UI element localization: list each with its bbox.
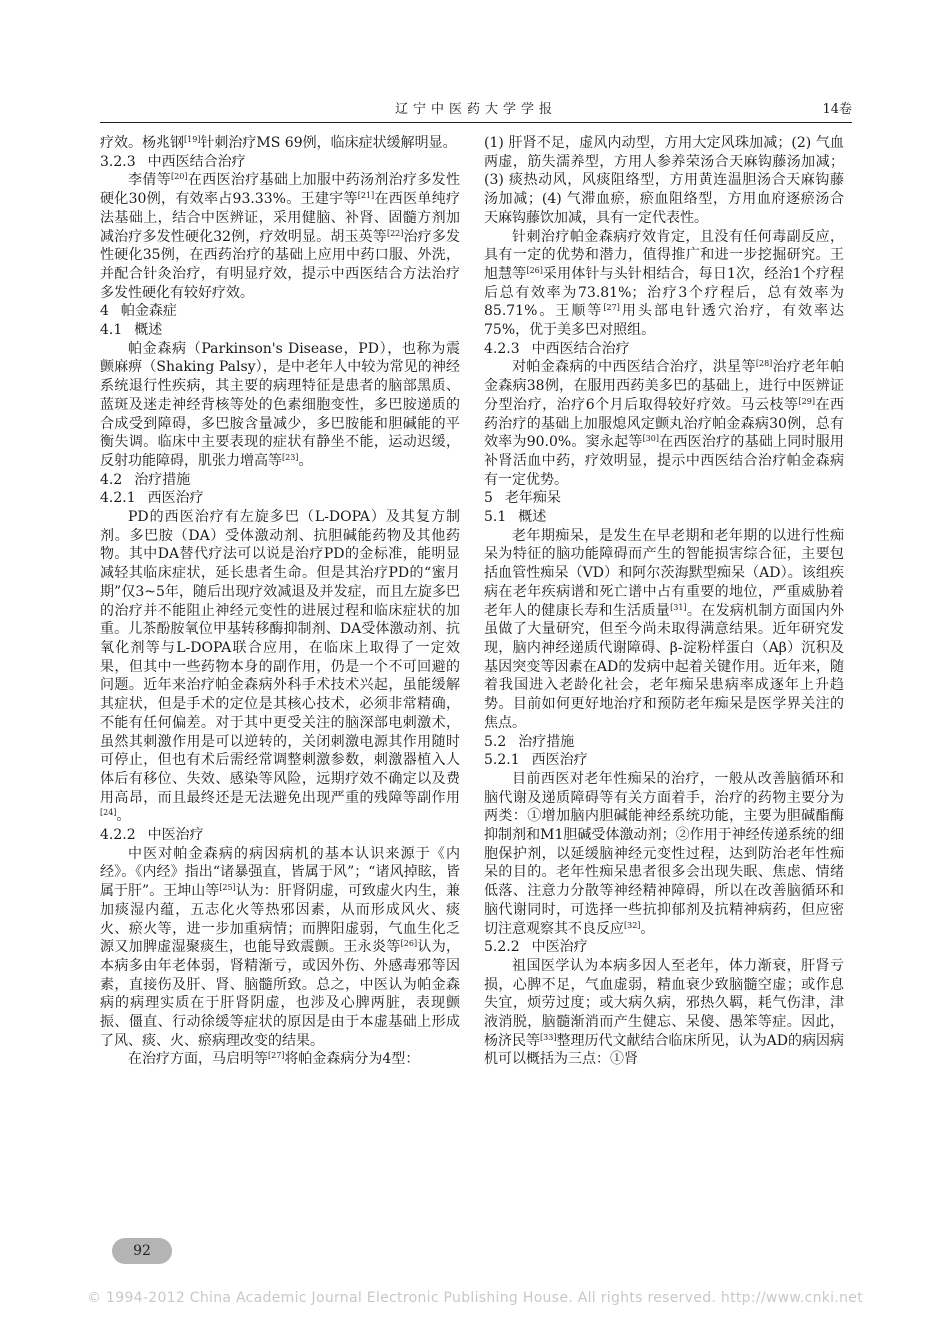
running-header bbox=[100, 100, 852, 123]
paragraph: 老年期痴呆，是发生在早老期和老年期的以进行性痴呆为特征的脑功能障碍而产生的智能损害综合征，主要包括血管性痴呆（VD）和阿尔茨海默型痴呆（AD）。该组疾病在老年疾病谱和死亡谱中占有重要的地位，严重威胁着老年人的健康长寿和生活质量[31]。在发病机制方面国内外虽做了大量研究，但至今尚未取得满意结果。近年研究发现，脑内神经递质代谢障碍、β-淀粉样蛋白（Aβ）沉积及基因突变等因素在AD的发病中起着关键作用。近年来，随着我国进入老龄化社会，老年痴呆患病率成逐年上升趋势。目前如何更好地治疗和预防老年痴呆是医学界关注的焦点。 bbox=[484, 527, 845, 731]
section-heading: 5.2.1 西医治疗 bbox=[484, 752, 588, 769]
paragraph: 疗效。杨兆钢[19]针刺治疗MS 69例，临床症状缓解明显。 bbox=[100, 135, 457, 151]
citation: [24] bbox=[100, 808, 117, 818]
copyright-footer: © 1994-2012 China Academic Journal Electronic Publishing House. All rights reserved. http://www.cnki.net bbox=[87, 1290, 863, 1306]
left-column bbox=[100, 134, 460, 1069]
paragraph: (1) 肝肾不足，虚风内动型，方用大定风珠加减；(2) 气血两虚，筋失濡养型，方用人参养荣汤合天麻钩藤汤加减；(3) 痰热动风，风痰阻络型，方用黄连温胆汤合天麻钩藤汤加减；(4) 气滞血瘀，瘀血阻络型，方用血府逐瘀汤合天麻钩藤饮加减，具有一定代表性。 bbox=[484, 135, 844, 226]
citation: [27] bbox=[268, 1051, 285, 1061]
paragraph: 中医对帕金森病的病因病机的基本认识来源于《内经》。《内经》指出“诸暴强直，皆属于风”；“诸风掉眩，皆属于肝”。王坤山等[25]认为：肝肾阴虚，可致虚火内生，兼加痰湿内蕴，五志化火等热邪因素，从而形成风火、痰火、瘀火等，进一步加重病情；而脾阳虚弱，气血生化乏源又加脾虚湿聚痰生，也能导致震颤。王永炎等[26]认为，本病多由年老体弱，肾精渐亏，或因外伤、外感毒邪等因素，直接伤及肝、肾、脑髓所致。总之，中医认为帕金森病的病理实质在于肝肾阴虚，也涉及心脾两脏，表现颤振、僵直、行动徐缓等症状的原因是由于本虚基础上形成了风、痰、火、瘀病理改变的结果。 bbox=[100, 845, 461, 1049]
section-heading: 4 帕金森症 bbox=[100, 303, 177, 320]
citation: [21] bbox=[357, 191, 375, 201]
right-column bbox=[484, 134, 844, 1069]
citation: [25] bbox=[219, 883, 236, 893]
paragraph: 针刺治疗帕金森病疗效肯定，且没有任何毒副反应，具有一定的优势和潜力，值得推广和进一步挖掘研究。王旭慧等[26]采用体针与头针相结合，每日1次，经治1个疗程后总有效率为73.81%；治疗3个疗程后，总有效率为85.71%。王顺等[27]用头部电针透穴治疗，有效率达75%，优于美多巴对照组。 bbox=[484, 228, 844, 339]
volume-label: 14卷 bbox=[822, 102, 852, 117]
section-heading: 5.2 治疗措施 bbox=[484, 733, 575, 750]
citation: [26] bbox=[400, 939, 418, 949]
paragraph: 帕金森病（Parkinson's Disease，PD），也称为震颤麻痹（Shaking Palsy），是中老年人中较为常见的神经系统退行性疾病，其主要的病理特征是患者的脑部黑质、蓝斑及迷走神经背核等处的色素细胞变性，多巴胺递质的合成受到障碍，多巴胺含量减少，多巴胺能和胆碱能的平衡失调。临床中主要表现的症状有静坐不能，运动迟缓，反射功能障碍，肌张力增高等[23]。 bbox=[100, 340, 460, 469]
section-heading: 5.1 概述 bbox=[484, 509, 547, 526]
paragraph: 目前西医对老年性痴呆的治疗，一般从改善脑循环和脑代谢及递质障碍等有关方面着手，治疗的药物主要分为两类：①增加脑内胆碱能神经系统功能，主要为胆碱酯酶抑制剂和M1胆碱受体激动剂；②作用于神经传递系统的细胞保护剂，以延缓脑神经元变性过程，达到防治老年性痴呆的目的。老年性痴呆患者很多会出现失眠、焦虑、情绪低落、注意力分散等神经精神障碍，所以在改善脑循环和脑代谢同时，可选择一些抗抑郁剂及抗精神病药，但应密切注意观察其不良反应[32]。 bbox=[484, 770, 844, 937]
section-heading: 4.2.2 中医治疗 bbox=[100, 827, 204, 844]
citation: [29] bbox=[798, 396, 815, 406]
citation: [19] bbox=[184, 135, 201, 144]
paragraph: 对帕金森病的中西医结合治疗，洪星等[28]治疗老年帕金森病38例，在服用西药美多巴的基础上，进行中医辨证分型治疗，治疗6个月后取得较好疗效。马云枝等[29]在西药治疗的基础上加服熄风定颤丸治疗帕金森病30例，总有效率为90.0%。窦永起等[30]在西医治疗的基础上同时服用补肾活血中药，疗效明显，提示中西医结合治疗帕金森病有一定优势。 bbox=[484, 359, 845, 488]
citation: [20] bbox=[171, 172, 188, 182]
section-heading: 4.2 治疗措施 bbox=[100, 471, 191, 488]
page-number-badge: 92 bbox=[112, 1238, 172, 1264]
paragraph: 祖国医学认为本病多因人至老年，体力渐衰，肝肾亏损，心脾不足，气血虚弱，精血衰少致脑髓空虚；或作息失宜，烦劳过度；或大病久病，邪热久羁，耗气伤津，津液消脱，脑髓渐消而产生健忘、呆傻、愚笨等症。因此，杨济民等[33]整理历代文献结合临床所见，认为AD的病因病机可以概括为三点：①肾 bbox=[484, 957, 844, 1068]
citation: [28] bbox=[755, 359, 773, 369]
citation: [32] bbox=[624, 920, 641, 930]
section-heading: 4.1 概述 bbox=[100, 322, 163, 339]
citation: [27] bbox=[603, 303, 620, 313]
section-heading: 4.2.1 西医治疗 bbox=[100, 490, 204, 507]
section-heading: 5.2.2 中医治疗 bbox=[484, 939, 588, 956]
citation: [22] bbox=[386, 228, 404, 238]
paragraph: 在治疗方面，马启明等[27]将帕金森病分为4型： bbox=[128, 1051, 420, 1068]
citation: [23] bbox=[282, 452, 299, 462]
paragraph: 李倩等[20]在西医治疗基础上加服中药汤剂治疗多发性硬化30例，有效率占93.33%。王建宇等[21]在西医单纯疗法基础上，结合中医辨证，采用健脑、补肾、固髓方剂加减治疗多发性硬化32例，疗效明显。胡玉英等[22]治疗多发性硬化35例，在西药治疗的基础上应用中药口服、外洗，并配合针灸治疗，有明显疗效，提示中西医结合方法治疗多发性硬化有较好疗效。 bbox=[100, 172, 461, 301]
section-heading: 5 老年痴呆 bbox=[484, 490, 561, 507]
citation: [31] bbox=[670, 602, 687, 612]
section-heading: 3.2.3 中西医结合治疗 bbox=[100, 153, 246, 170]
citation: [26] bbox=[526, 265, 543, 275]
journal-title: 辽宁中医药大学学报 bbox=[394, 102, 557, 117]
citation: [30] bbox=[642, 434, 659, 444]
citation: [33] bbox=[540, 1032, 557, 1042]
section-heading: 4.2.3 中西医结合治疗 bbox=[484, 340, 630, 357]
paragraph: PD的西医治疗有左旋多巴（L-DOPA）及其复方制剂。多巴胺（DA）受体激动剂、抗胆碱能药物及其他药物。其中DA替代疗法可以说是治疗PD的金标准，能明显减轻其临床症状，延长患者生命。但是其治疗PD的“蜜月期”仅3~5年，随后出现疗效减退及并发症，而且左旋多巴的治疗并不能阻止神经元变性的进展过程和临床症状的加重。儿茶酚胺氧位甲基转移酶抑制剂、DA受体激动剂、抗氧化剂等与L-DOPA联合应用，在临床上取得了一定效果，但其中一些药物本身的副作用，仍是一个不可回避的问题。近年来治疗帕金森病外科手术技术兴起，虽能缓解其症状，但是手术的定位是其核心技术，必须非常精确，不能有任何偏差。对于其中更受关注的脑深部电刺激术，虽然其刺激作用是可以逆转的，关闭刺激电源其作用随时可停止，但也有术后需经常调整刺激参数，刺激器植入人体后有移位、失效、感染等风险，远期疗效不确定以及费用高昂，而且最终还是无法避免出现严重的残障等副作用[24]。 bbox=[100, 509, 460, 825]
